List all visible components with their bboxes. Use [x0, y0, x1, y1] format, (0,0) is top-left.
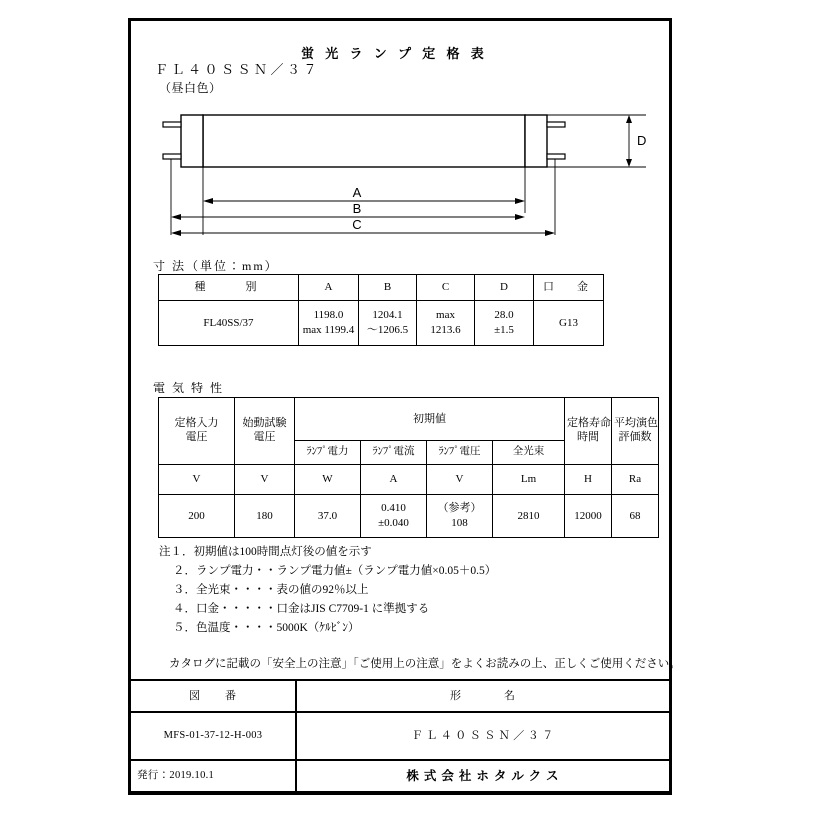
dim-c-label: C	[352, 217, 362, 232]
footer-header-drawing-no: 図 番	[131, 680, 296, 712]
table-row	[131, 712, 669, 760]
footer-value-model-name: ＦＬ４０ＳＳＮ／３７	[296, 712, 669, 760]
dim-value-base: G13	[534, 301, 604, 346]
note-line-4: ４．口金・・・・・口金はJIS C7709-1 に準拠する	[173, 603, 430, 615]
elec-value-input-voltage: 200	[159, 495, 235, 538]
note-line-2: ２．ランプ電力・・ランプ電力値±（ランプ電力値×0.05＋0.5）	[173, 565, 497, 577]
elec-value-rated-life: 12000	[565, 495, 612, 538]
elec-unit-luminous-flux: Lm	[493, 465, 565, 495]
electrical-table	[158, 397, 659, 538]
lamp-drawing	[141, 93, 661, 253]
dim-value-a	[299, 301, 359, 346]
elec-value-lamp-voltage-line1: （参考）	[437, 502, 482, 515]
note-line-3: ３．全光束・・・・表の値の92％以上	[173, 584, 369, 596]
dim-value-d-line2: ±1.5	[494, 324, 514, 336]
table-row	[131, 760, 669, 792]
elec-header-luminous-flux: 全光束	[493, 441, 565, 465]
dim-header-a: A	[299, 275, 359, 301]
elec-header-input-voltage-line1: 定格入力	[174, 417, 219, 430]
table-row-header	[131, 680, 669, 712]
note-line-1: 注１．初期値は100時間点灯後の値を示す	[159, 546, 372, 558]
elec-header-initial-group: 初期値	[295, 398, 565, 441]
dim-d-label: D	[637, 133, 647, 148]
dimensions-table	[158, 274, 604, 346]
elec-header-lamp-power: ﾗﾝﾌﾟ電力	[295, 441, 361, 465]
elec-header-rated-life	[565, 398, 612, 465]
dim-value-a-line1: 1198.0	[313, 309, 344, 322]
elec-header-lamp-current: ﾗﾝﾌﾟ電流	[361, 441, 427, 465]
document-page	[128, 18, 681, 795]
table-row-header	[159, 398, 659, 441]
dim-value-type: FL40SS/37	[159, 301, 299, 346]
model-number-heading: ＦＬ４０ＳＳＮ／３７	[155, 62, 321, 77]
footer-issue-date: 発行：2019.10.1	[131, 760, 296, 792]
dim-value-c-line1: max	[436, 309, 455, 322]
dim-value-b	[359, 301, 417, 346]
dim-value-d	[475, 301, 534, 346]
elec-value-luminous-flux: 2810	[493, 495, 565, 538]
elec-value-lamp-voltage	[427, 495, 493, 538]
notes-block	[159, 543, 681, 674]
elec-header-rated-life-line2: 時間	[577, 431, 599, 443]
dim-header-c: C	[417, 275, 475, 301]
footer-table	[131, 679, 669, 793]
dim-value-c	[417, 301, 475, 346]
elec-unit-lamp-current: A	[361, 465, 427, 495]
footer-company-name: 株式会社ホタルクス	[296, 760, 669, 792]
elec-unit-start-voltage: V	[235, 465, 295, 495]
dim-header-d: D	[475, 275, 534, 301]
elec-header-cri-line1: 平均演色	[614, 417, 658, 430]
elec-header-lamp-voltage: ﾗﾝﾌﾟ電圧	[427, 441, 493, 465]
dimensions-section-label: 寸 法（単位：mm）	[153, 259, 279, 273]
elec-header-start-voltage-line2: 電圧	[253, 431, 276, 443]
elec-value-lamp-current-line1: 0.410	[381, 502, 406, 515]
table-row	[159, 301, 604, 346]
elec-value-lamp-voltage-line2: 108	[451, 517, 468, 529]
elec-header-rated-life-line1: 定格寿命	[567, 417, 611, 430]
elec-header-start-voltage-line1: 始動試験	[242, 417, 287, 430]
electrical-section-label: 電 気 特 性	[153, 381, 225, 395]
dim-a-label: A	[352, 185, 362, 200]
note-line-5: ５．色温度・・・・5000K（ｹﾙﾋﾞﾝ）	[173, 622, 360, 634]
color-name-heading: （昼白色）	[159, 81, 222, 95]
table-row-header	[159, 275, 604, 301]
elec-unit-input-voltage: V	[159, 465, 235, 495]
dim-header-type: 種 別	[159, 275, 299, 301]
page-title: 蛍 光 ラ ン プ 定 格 表	[301, 46, 488, 61]
table-row-units	[159, 465, 659, 495]
elec-header-cri	[612, 398, 659, 465]
caution-text: カタログに記載の「安全上の注意」「ご使用上の注意」をよくお読みの上、正しくご使用ください。	[169, 658, 681, 670]
elec-header-cri-line2: 評価数	[618, 431, 652, 443]
elec-header-input-voltage	[159, 398, 235, 465]
dim-header-b: B	[359, 275, 417, 301]
elec-unit-rated-life: H	[565, 465, 612, 495]
elec-value-lamp-current-line2: ±0.040	[378, 517, 409, 529]
dim-value-d-line1: 28.0	[494, 309, 514, 322]
dim-header-base: 口 金	[534, 275, 604, 301]
footer-header-model-name: 形 名	[296, 680, 669, 712]
dim-b-label: B	[352, 201, 362, 216]
dim-value-b-line2: ～1206.5	[366, 324, 409, 336]
elec-value-lamp-current	[361, 495, 427, 538]
elec-unit-lamp-power: W	[295, 465, 361, 495]
footer-value-drawing-no: MFS-01-37-12-H-003	[131, 712, 296, 760]
elec-value-cri: 68	[612, 495, 659, 538]
elec-header-input-voltage-line2: 電圧	[185, 431, 208, 443]
dim-value-c-line2: 1213.6	[430, 324, 461, 336]
elec-unit-cri: Ra	[612, 465, 659, 495]
elec-unit-lamp-voltage: V	[427, 465, 493, 495]
elec-value-start-voltage: 180	[235, 495, 295, 538]
elec-value-lamp-power: 37.0	[295, 495, 361, 538]
dim-value-a-line2: max 1199.4	[302, 324, 355, 336]
table-row	[159, 495, 659, 538]
dim-value-b-line1: 1204.1	[372, 309, 403, 322]
elec-header-start-voltage	[235, 398, 295, 465]
